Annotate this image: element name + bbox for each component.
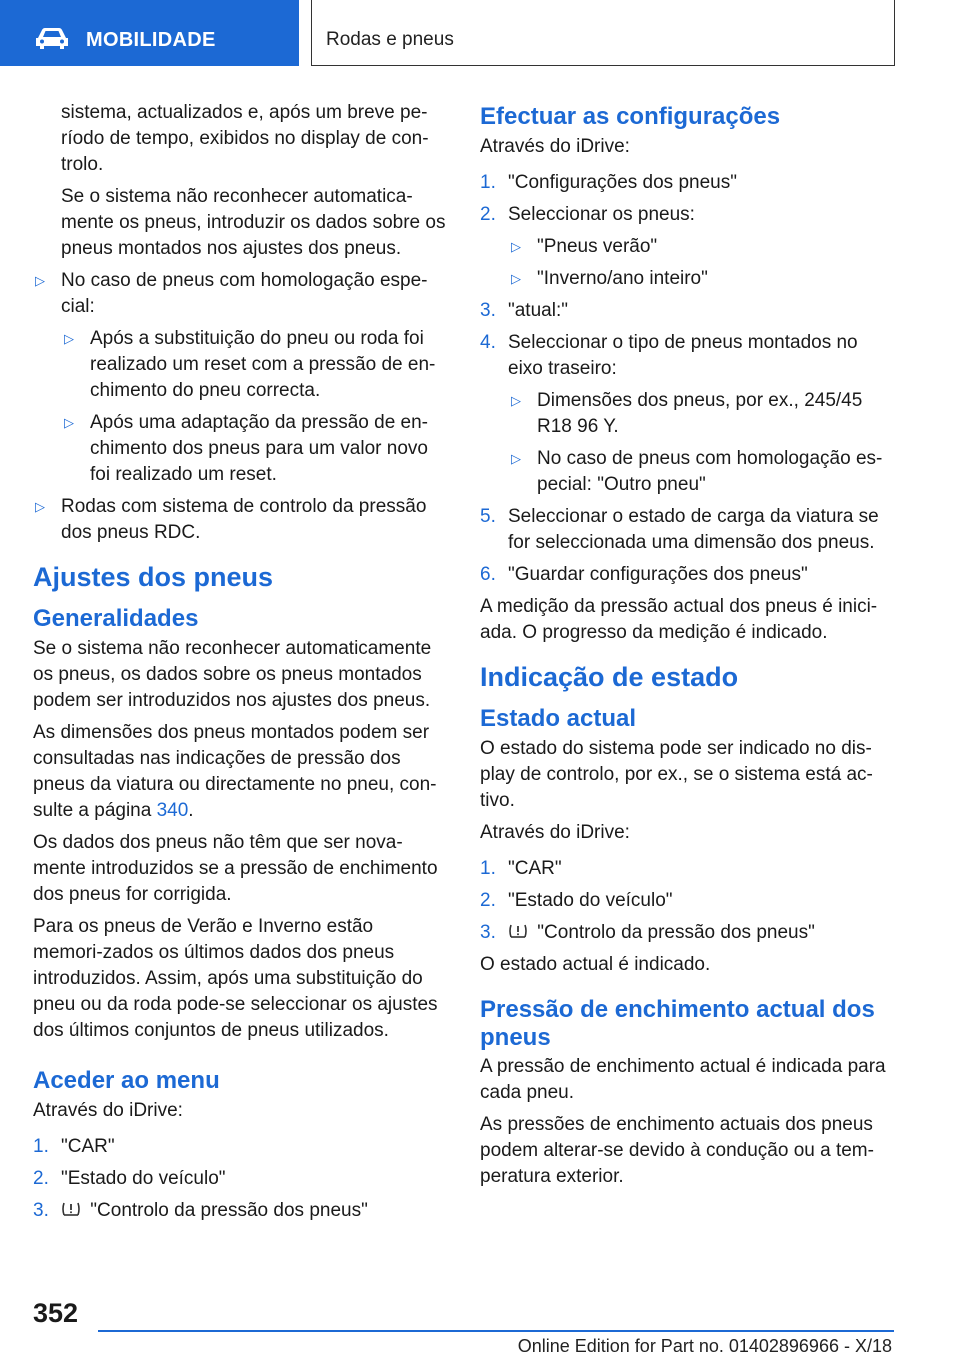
bullet-text: Dimensões dos pneus, por ex., 245/45 R18 96 Y. [537, 390, 863, 437]
paragraph: O estado actual é indicado. [480, 954, 711, 975]
heading-estado: Estado actual [480, 705, 637, 732]
bullet-text: "Pneus verão" [537, 236, 658, 257]
step-item [480, 298, 892, 324]
paragraph: Através do iDrive: [33, 1100, 183, 1121]
heading-generalidades: Generalidades [33, 605, 199, 632]
step-item [33, 1166, 448, 1192]
step-text: "Estado do veículo" [508, 890, 673, 911]
step-item [480, 856, 892, 882]
paragraph: Os dados dos pneus não têm que ser nova‐mente introduzidos se a pressão de enchimento dos pneus for corrigida. [33, 832, 438, 905]
left-column [33, 100, 448, 1230]
step-text: "Guardar configurações dos pneus" [508, 564, 808, 585]
paragraph: Se o sistema não reconhecer automatica‐mente os pneus, introduzir os dados sobre os pneus montados nos ajustes dos pneus. [61, 186, 446, 259]
bullet-marker-icon: ▷ [511, 393, 521, 408]
heading-config: Efectuar as configurações [480, 103, 781, 130]
step-text: Seleccionar o estado de carga da viatura se for seleccionada uma dimensão dos pneus. [508, 506, 879, 553]
sub-bullet-item [33, 410, 448, 488]
page-link[interactable]: 340 [156, 800, 189, 821]
step-text: "CAR" [61, 1136, 115, 1157]
step-text: "Controlo da pressão dos pneus" [90, 1200, 368, 1221]
bullet-text: "Inverno/ano inteiro" [537, 268, 708, 289]
bullet-marker-icon: ▷ [35, 499, 45, 514]
tire-pressure-icon [508, 921, 528, 941]
sub-bullet-item [480, 388, 892, 440]
step-text: "atual:" [508, 300, 568, 321]
paragraph: As pressões de enchimento actuais dos pneus podem alterar-se devido à condução ou a tem‐peratura exterior. [480, 1114, 874, 1187]
step-number: 3. [33, 1200, 49, 1221]
step-number: 2. [33, 1168, 49, 1189]
paragraph: Através do iDrive: [480, 822, 630, 843]
bullet-text: Rodas com sistema de controlo da pressão dos pneus RDC. [61, 496, 427, 543]
step-item [480, 504, 892, 556]
step-number: 6. [480, 564, 496, 585]
step-text: "Configurações dos pneus" [508, 172, 737, 193]
paragraph: A medição da pressão actual dos pneus é inici‐ada. O progresso da medição é indicado. [480, 596, 878, 643]
paragraph: O estado do sistema pode ser indicado no dis‐play de controlo, por ex., se o sistema está ac‐tivo. [480, 738, 873, 811]
bullet-marker-icon: ▷ [64, 331, 74, 346]
paragraph: Para os pneus de Verão e Inverno estão memori‐zados os últimos dados dos pneus introduzidos. Assim, após uma substituição do pneu ou da roda pode-se seleccionar os ajustes dos últimos conjuntos de pneus utilizados. [33, 916, 438, 1041]
paragraph: As dimensões dos pneus montados podem ser consultadas nas indicações de pressão dos pneus da viatura ou directamente no pneu, con‐sulte a página 340. [33, 722, 437, 821]
bullet-text: Após uma adaptação da pressão de en‐chimento dos pneus para um valor novo foi realizado um reset. [90, 412, 429, 485]
step-item [480, 202, 892, 228]
step-item [33, 1198, 448, 1224]
step-number: 4. [480, 332, 496, 353]
step-text: Seleccionar os pneus: [508, 204, 695, 225]
paragraph: A pressão de enchimento actual é indicada para cada pneu. [480, 1056, 886, 1103]
bullet-text: No caso de pneus com homologação espe‐cial: [61, 270, 428, 317]
sub-bullet-item [33, 326, 448, 404]
bullet-marker-icon: ▷ [511, 239, 521, 254]
step-item [33, 1134, 448, 1160]
paragraph: Através do iDrive: [480, 136, 630, 157]
sub-bullet-item [480, 234, 892, 260]
sub-bullet-item [480, 446, 892, 498]
paragraph: Se o sistema não reconhecer automaticamente os pneus, os dados sobre os pneus montados podem ser introduzidos nos ajustes dos pneus. [33, 638, 432, 711]
step-number: 1. [480, 858, 496, 879]
paragraph: sistema, actualizados e, após um breve pe‐ríodo de tempo, exibidos no display de con‐trolo. [61, 102, 429, 175]
section-tab[interactable] [0, 0, 299, 66]
heading-ajustes: Ajustes dos pneus [33, 562, 274, 592]
step-number: 2. [480, 890, 496, 911]
chapter-tab[interactable] [311, 0, 895, 66]
sub-bullet-item [480, 266, 892, 292]
bullet-item [33, 494, 448, 546]
step-number: 5. [480, 506, 496, 527]
step-item [480, 330, 892, 382]
step-number: 1. [480, 172, 496, 193]
car-icon [34, 26, 70, 50]
right-column [480, 100, 892, 1196]
page-number: 352 [33, 1298, 79, 1328]
step-text: "Controlo da pressão dos pneus" [537, 922, 815, 943]
bullet-marker-icon: ▷ [511, 451, 521, 466]
chapter-title: Rodas e pneus [326, 29, 454, 50]
step-item [480, 888, 892, 914]
heading-pressao: Pressão de enchimento actual dos pneus [480, 996, 875, 1051]
step-text: Seleccionar o tipo de pneus montados no eixo traseiro: [508, 332, 858, 379]
step-text: "CAR" [508, 858, 562, 879]
step-item [480, 170, 892, 196]
step-item [480, 562, 892, 588]
step-number: 2. [480, 204, 496, 225]
footer-divider [98, 1330, 894, 1332]
footer-edition: Online Edition for Part no. 01402896966 - X/18 [517, 1336, 892, 1356]
bullet-marker-icon: ▷ [511, 271, 521, 286]
step-item [480, 920, 892, 946]
bullet-text: Após a substituição do pneu ou roda foi realizado um reset com a pressão de en‐chimento do pneu correcta. [90, 328, 436, 401]
bullet-item [33, 268, 448, 320]
bullet-marker-icon: ▷ [64, 415, 74, 430]
step-text: "Estado do veículo" [61, 1168, 226, 1189]
step-number: 3. [480, 300, 496, 321]
section-title: MOBILIDADE [86, 29, 216, 51]
heading-menu: Aceder ao menu [33, 1067, 220, 1094]
step-number: 3. [480, 922, 496, 943]
step-number: 1. [33, 1136, 49, 1157]
tire-pressure-icon [61, 1199, 81, 1219]
heading-indicacao: Indicação de estado [480, 662, 739, 692]
bullet-text: No caso de pneus com homologação es‐pecial: "Outro pneu" [537, 448, 883, 495]
bullet-marker-icon: ▷ [35, 273, 45, 288]
